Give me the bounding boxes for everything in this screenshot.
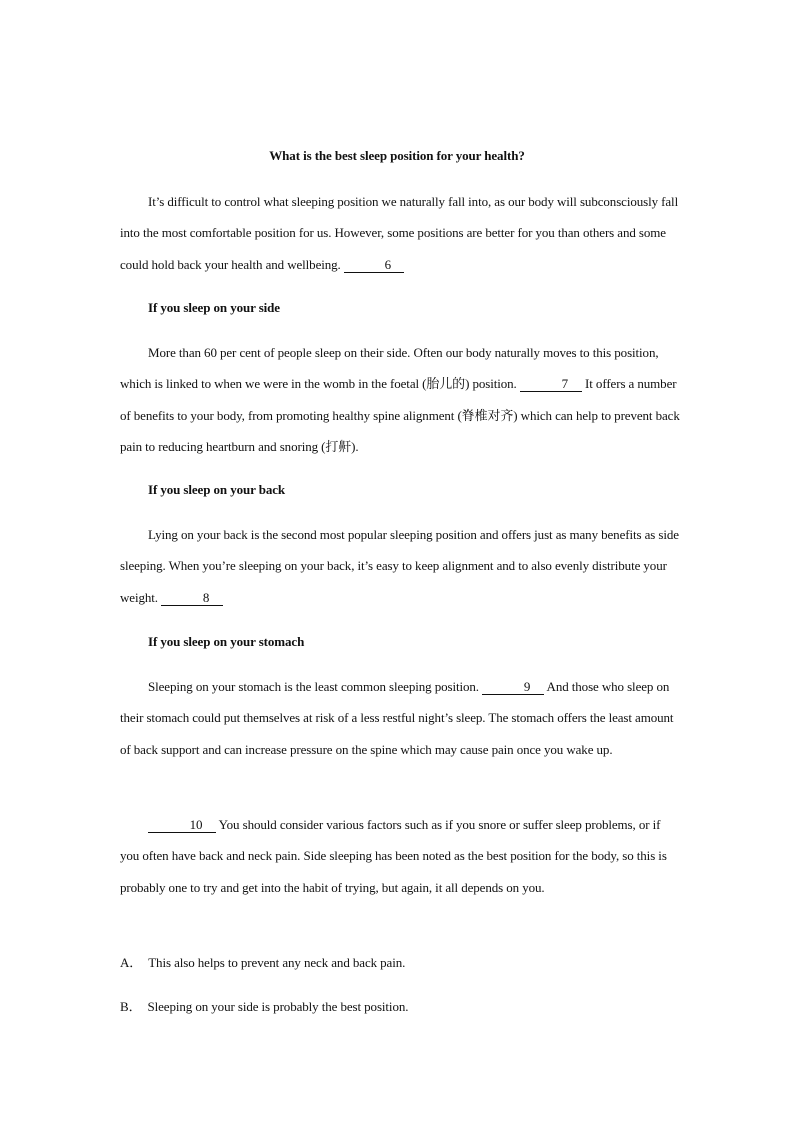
heading-side: If you sleep on your side	[148, 300, 280, 315]
back-paragraph	[120, 519, 680, 613]
option-text: Sleeping on your side is probably the best position.	[147, 999, 409, 1014]
side-paragraph	[120, 337, 680, 463]
option-b	[120, 997, 408, 1017]
heading-back: If you sleep on your back	[148, 482, 286, 497]
option-letter: A．	[120, 955, 143, 970]
option-text: This also helps to prevent any neck and back pain.	[148, 955, 406, 970]
blank-8[interactable]: 8	[161, 591, 223, 606]
conclusion-paragraph	[120, 809, 680, 903]
blank-7[interactable]: 7	[520, 377, 582, 392]
conclusion-text: You should consider various factors such as if you snore or suffer sleep problems, or if you often have back and neck pain. Side sleeping has been noted as the best position for the body, so this is probably one to try and get into the habit of trying, but again, it all depends on you.	[120, 817, 667, 895]
blank-9[interactable]: 9	[482, 680, 544, 695]
stomach-paragraph	[120, 671, 680, 765]
option-letter: B．	[120, 999, 142, 1014]
blank-6[interactable]: 6	[344, 258, 404, 273]
side-text-after: It offers a number of benefits to your body, from promoting healthy spine alignment (脊椎对齐) which can help to prevent back pain to reducing heartburn and snoring (打鼾).	[120, 376, 680, 455]
option-a	[120, 953, 405, 973]
side-text-before: More than 60 per cent of people sleep on their side. Often our body naturally moves to this position, which is linked to when we were in the womb in the foetal (胎儿的) position.	[120, 345, 659, 392]
blank-10[interactable]: 10	[148, 818, 216, 833]
stomach-text-before: Sleeping on your stomach is the least common sleeping position.	[148, 679, 479, 694]
back-text: Lying on your back is the second most popular sleeping position and offers just as many benefits as side sleeping. When you’re sleeping on your back, it’s easy to keep alignment and to also evenly distribute your weight.	[120, 527, 679, 605]
intro-text: It’s difficult to control what sleeping position we naturally fall into, as our body will subconsciously fall into the most comfortable position for us. However, some positions are better for you than others and some could hold back your health and wellbeing.	[120, 194, 679, 272]
stomach-text-after: And those who sleep on their stomach could put themselves at risk of a less restful night’s sleep. The stomach offers the least amount of back support and can increase pressure on the spine which may cause pain once you wake up.	[120, 679, 674, 757]
page-title: What is the best sleep position for your health?	[269, 148, 525, 163]
intro-paragraph	[120, 186, 680, 280]
heading-stomach: If you sleep on your stomach	[148, 634, 305, 649]
